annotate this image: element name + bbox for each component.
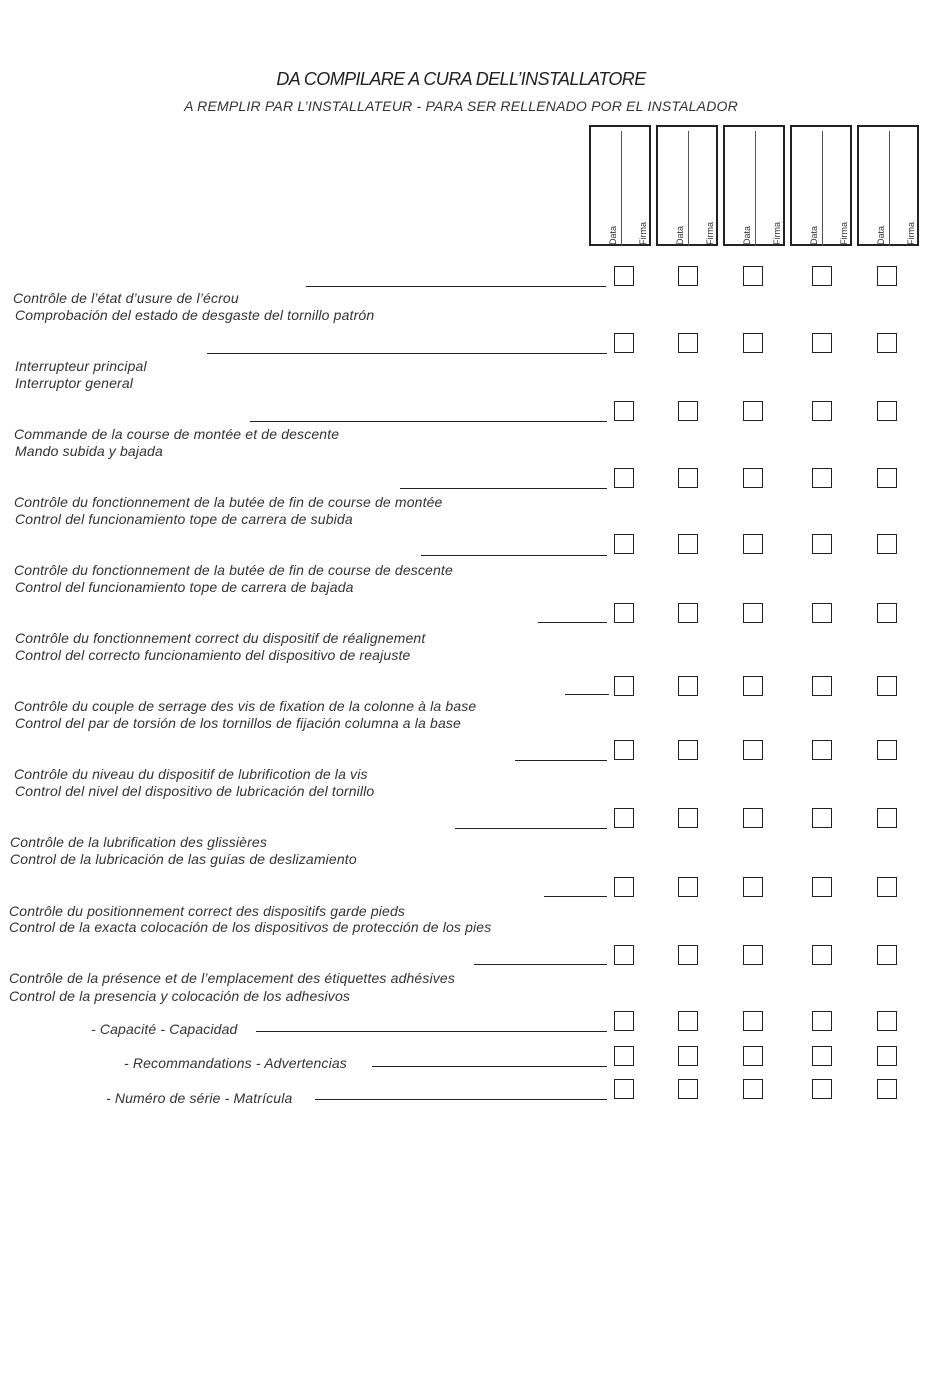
check-label-es: Control del funcionamiento tope de carrera de subida — [15, 511, 353, 527]
fill-line — [372, 1066, 607, 1067]
checkbox[interactable] — [743, 1046, 763, 1066]
checkbox[interactable] — [678, 266, 698, 286]
check-label-es: Interruptor general — [15, 375, 134, 391]
check-label-es: Control del par de torsión de los tornillos de fijación columna a la base — [15, 715, 461, 731]
checkbox[interactable] — [614, 945, 634, 965]
check-label-es: Control de la presencia y colocación de los adhesivos — [9, 988, 351, 1004]
checkbox[interactable] — [743, 740, 763, 760]
fill-line — [250, 421, 607, 422]
checkbox[interactable] — [743, 676, 763, 696]
checkbox[interactable] — [614, 333, 634, 353]
checkbox[interactable] — [678, 877, 698, 897]
fill-line — [515, 760, 607, 761]
check-label-fr: Interrupteur principal — [15, 358, 147, 374]
subcheck-label: - Capacité - Capacidad — [91, 1021, 238, 1037]
checkbox[interactable] — [614, 603, 634, 623]
checkbox[interactable] — [877, 603, 897, 623]
checkbox[interactable] — [678, 945, 698, 965]
column-firma-label: Firma — [638, 222, 648, 245]
checkbox[interactable] — [743, 603, 763, 623]
checkbox[interactable] — [678, 1079, 698, 1099]
checkbox[interactable] — [614, 534, 634, 554]
checkbox[interactable] — [614, 1046, 634, 1066]
checkbox[interactable] — [877, 401, 897, 421]
checkbox[interactable] — [678, 1011, 698, 1031]
subcheck-label: - Numéro de série - Matrícula — [106, 1090, 293, 1106]
fill-line — [207, 353, 607, 354]
checkbox[interactable] — [812, 877, 832, 897]
checkbox[interactable] — [877, 1079, 897, 1099]
checkbox[interactable] — [743, 468, 763, 488]
check-label-fr: Contrôle du niveau du dispositif de lubrificotion de la vis — [14, 766, 368, 782]
checkbox[interactable] — [678, 1046, 698, 1066]
fill-line — [455, 828, 607, 829]
fill-line — [565, 694, 609, 695]
fill-line — [421, 555, 607, 556]
checkbox[interactable] — [743, 401, 763, 421]
check-label-es: Comprobación del estado de desgaste del tornillo patrón — [15, 307, 375, 323]
column-divider — [889, 131, 890, 246]
checkbox[interactable] — [614, 1011, 634, 1031]
fill-line — [544, 896, 607, 897]
checkbox[interactable] — [614, 877, 634, 897]
checkbox[interactable] — [678, 333, 698, 353]
checkbox[interactable] — [812, 401, 832, 421]
checkbox[interactable] — [877, 333, 897, 353]
checkbox[interactable] — [678, 740, 698, 760]
checkbox[interactable] — [743, 266, 763, 286]
checkbox[interactable] — [812, 266, 832, 286]
check-label-fr: Contrôle du positionnement correct des dispositifs garde pieds — [9, 903, 406, 919]
column-data-label: Data — [809, 225, 819, 245]
checkbox[interactable] — [678, 534, 698, 554]
checkbox[interactable] — [877, 808, 897, 828]
fill-line — [474, 964, 607, 965]
check-label-fr: Contrôle de la présence et de l’emplacement des étiquettes adhésives — [9, 970, 456, 986]
check-label-fr: Commande de la course de montée et de descente — [14, 426, 340, 442]
checkbox[interactable] — [812, 740, 832, 760]
checkbox[interactable] — [812, 534, 832, 554]
column-data-label: Data — [608, 225, 618, 245]
column-divider — [621, 131, 622, 246]
checkbox[interactable] — [743, 877, 763, 897]
column-data-label: Data — [742, 225, 752, 245]
checkbox[interactable] — [812, 468, 832, 488]
checkbox[interactable] — [614, 468, 634, 488]
column-firma-label: Firma — [906, 222, 916, 245]
check-label-fr: Contrôle du fonctionnement de la butée de fin de course de montée — [14, 494, 443, 510]
column-firma-label: Firma — [705, 222, 715, 245]
checkbox[interactable] — [614, 808, 634, 828]
column-firma-label: Firma — [839, 222, 849, 245]
checkbox[interactable] — [743, 333, 763, 353]
fill-line — [306, 286, 606, 287]
checkbox[interactable] — [812, 333, 832, 353]
column-divider — [688, 131, 689, 246]
checkbox[interactable] — [877, 1046, 897, 1066]
check-label-fr: Contrôle du fonctionnement correct du dispositif de réalignement — [15, 630, 426, 646]
checkbox[interactable] — [812, 603, 832, 623]
check-label-fr: Contrôle de l’état d’usure de l’écrou — [13, 290, 239, 306]
column-header-1 — [589, 125, 651, 246]
check-label-es: Control del correcto funcionamiento del dispositivo de reajuste — [15, 647, 411, 663]
checkbox[interactable] — [614, 266, 634, 286]
check-label-fr: Contrôle de la lubrification des glissières — [10, 834, 268, 850]
page-subtitle: A REMPLIR PAR L’INSTALLATEUR - PARA SER RELLENADO POR EL INSTALADOR — [184, 98, 738, 114]
fill-line — [538, 622, 607, 623]
column-divider — [755, 131, 756, 246]
checkbox[interactable] — [743, 534, 763, 554]
check-label-es: Mando subida y bajada — [15, 443, 163, 459]
checkbox[interactable] — [614, 401, 634, 421]
checkbox[interactable] — [614, 1079, 634, 1099]
checkbox[interactable] — [678, 401, 698, 421]
column-header-3 — [723, 125, 785, 246]
checkbox[interactable] — [678, 603, 698, 623]
checkbox[interactable] — [812, 1079, 832, 1099]
column-data-label: Data — [876, 225, 886, 245]
checkbox[interactable] — [877, 1011, 897, 1031]
check-label-es: Control de la lubricación de las guías de deslizamiento — [10, 851, 357, 867]
checkbox[interactable] — [614, 676, 634, 696]
checkbox[interactable] — [877, 945, 897, 965]
checkbox[interactable] — [877, 266, 897, 286]
checkbox[interactable] — [743, 1079, 763, 1099]
check-label-es: Control del nivel del dispositivo de lubricación del tornillo — [15, 783, 375, 799]
checkbox[interactable] — [877, 676, 897, 696]
checkbox[interactable] — [812, 1011, 832, 1031]
fill-line — [400, 488, 607, 489]
checkbox[interactable] — [743, 1011, 763, 1031]
checkbox[interactable] — [877, 877, 897, 897]
checkbox[interactable] — [614, 740, 634, 760]
fill-line — [315, 1099, 607, 1100]
checkbox[interactable] — [877, 534, 897, 554]
check-label-es: Control de la exacta colocación de los dispositivos de protección de los pies — [9, 919, 492, 935]
column-header-4 — [790, 125, 852, 246]
check-label-es: Control del funcionamiento tope de carrera de bajada — [15, 579, 354, 595]
column-firma-label: Firma — [772, 222, 782, 245]
check-label-fr: Contrôle du fonctionnement de la butée de fin de course de descente — [14, 562, 453, 578]
page-title: DA COMPILARE A CURA DELL’INSTALLATORE — [276, 69, 646, 89]
column-header-2 — [656, 125, 718, 246]
subcheck-label: - Recommandations - Advertencias — [124, 1055, 347, 1071]
column-divider — [822, 131, 823, 246]
checkbox[interactable] — [812, 945, 832, 965]
checkbox[interactable] — [812, 808, 832, 828]
fill-line — [256, 1031, 607, 1032]
checkbox[interactable] — [743, 808, 763, 828]
checkbox[interactable] — [877, 740, 897, 760]
checkbox[interactable] — [678, 808, 698, 828]
checkbox[interactable] — [678, 676, 698, 696]
checkbox[interactable] — [812, 676, 832, 696]
column-data-label: Data — [675, 225, 685, 245]
checkbox[interactable] — [812, 1046, 832, 1066]
checkbox[interactable] — [678, 468, 698, 488]
column-header-5 — [857, 125, 919, 246]
checkbox[interactable] — [877, 468, 897, 488]
checkbox[interactable] — [743, 945, 763, 965]
check-label-fr: Contrôle du couple de serrage des vis de fixation de la colonne à la base — [14, 698, 477, 714]
